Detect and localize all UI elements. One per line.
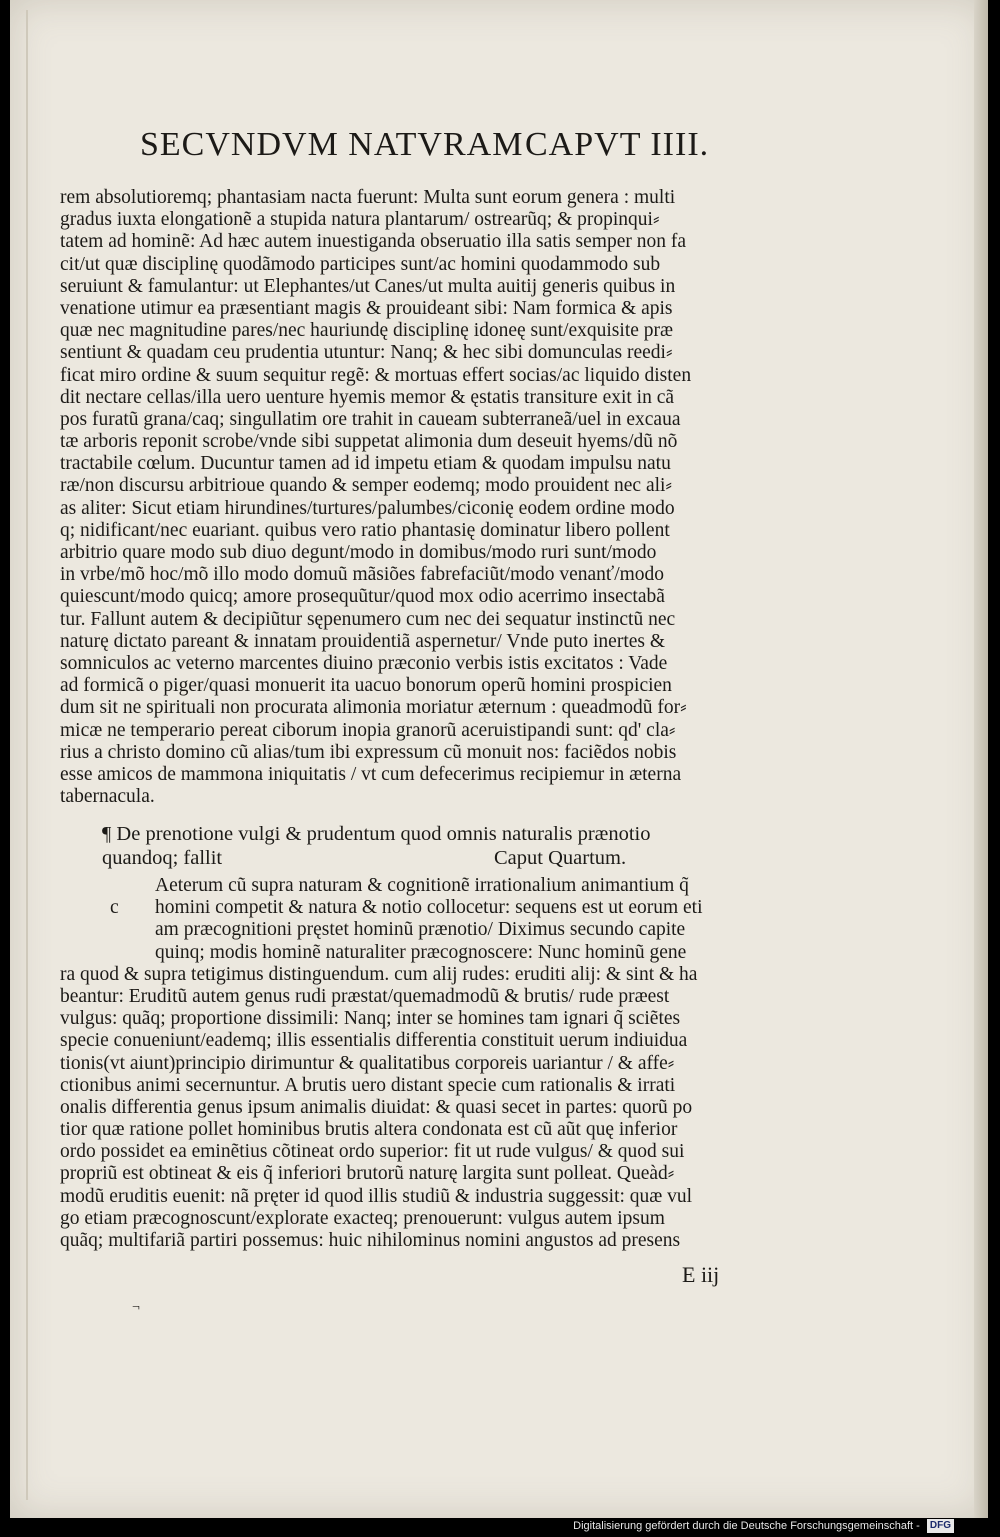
digitization-footer [573, 1516, 954, 1536]
text-line: rem absolutioremq; phantasiam nacta fuerunt: Multa sunt eorum genera : multi [60, 187, 676, 208]
text-line [60, 1030, 760, 1052]
text-line: ræ/non discursu arbitrioue quando & semper eodemq; modo prouident nec ali⸗ [60, 475, 672, 497]
text-line: as aliter: Sicut etiam hirundines/turtures/palumbes/ciconię eodem ordine modo [60, 497, 675, 519]
text-line: seruiunt & famulantur: ut Elephantes/ut Canes/ut multa auitij generis quibus in [60, 275, 676, 297]
text-line: c homini competit & natura & notio collocetur: sequens est ut eorum eti [110, 897, 703, 919]
text-line: micæ ne temperario pereat ciborum inopia granorũ aceruistipandi sunt: qd' cla⸗ [60, 719, 676, 741]
text-line: somniculos ac veterno marcentes diuino præconio verbis istis excitatos : Vade [60, 652, 668, 674]
text-line: tatem ad hominẽ: Ad hæc autem inuestiganda obseruatio illa satis semper non fa [60, 231, 687, 253]
text-line-content: quinq; modis hominẽ naturaliter præcognoscere: Nunc hominũ gene [155, 941, 687, 963]
text-line [60, 1163, 760, 1185]
text-line [60, 1008, 760, 1030]
text-line-content: propriũ est obtineat & eis q̃ inferiori brutorũ naturę largita sunt polleat. Queàd⸗ [60, 1163, 675, 1185]
text-line: dit nectare cellas/illa uero uenture hyemis memor & ęstatis transiture exit in cã [60, 386, 675, 408]
chapter-body-text [60, 875, 760, 1252]
text-line-content: go etiam præcognoscunt/explorate exacteq; prenouerunt: vulgus autem ipsum [60, 1207, 665, 1229]
text-line [60, 1053, 760, 1075]
book-page [10, 0, 988, 1518]
text-line: arbitrio quare modo sub diuo degunt/modo in domibus/modo ruri sunt/modo [60, 542, 657, 563]
text-line: tæ arboris reponit scrobe/vnde sibi suppetat alimonia dum deseuit hyems/dũ nõ [60, 431, 678, 453]
text-line [60, 919, 760, 941]
text-line [60, 1186, 760, 1208]
body-text [60, 187, 760, 808]
text-line-content: ctionibus animi secernuntur. A brutis uero distant specie cum rationalis & irrati [60, 1074, 676, 1096]
text-line [60, 1075, 760, 1097]
text-line-content: am præcognitioni pręstet hominũ prænotio/ Diximus secundo capite [155, 919, 686, 941]
text-line: quiescunt/modo quicq; amore prosequũtur/quod mox odio acerrimo insectabã [60, 586, 665, 608]
text-line-content: tior quæ ratione pollet hominibus brutis altera condonata est cũ aũt quę inferior [60, 1119, 678, 1141]
chapter-heading [102, 822, 742, 870]
text-line: esse amicos de mammona iniquitatis / vt cum defecerimus recipiemur in æterna [60, 763, 682, 785]
signature-mark: E iij [682, 1262, 720, 1287]
running-head-left: SECVNDVM NATVRAM [140, 126, 524, 163]
dfg-logo: DFG [927, 1519, 954, 1533]
text-line: q; nidificant/nec euariant. quibus vero ratio phantasię dominatur libero pollent [60, 519, 670, 541]
text-line: dum sit ne spirituali non procurata alimonia moriatur æternum : queadmodũ for⸗ [60, 697, 687, 719]
text-line: naturę dictato pareant & innatam prouidentiã aspernetur/ Vnde puto inertes & [60, 630, 666, 652]
text-line-content: vulgus: quãq; proportione dissimili: Nanq; inter se homines tam ignari q̃ sciẽtes [60, 1008, 681, 1030]
text-line: sentiunt & quadam ceu prudentia utuntur: Nanq; & hec sibi domunculas reedi⸗ [60, 342, 673, 364]
text-line [60, 1230, 760, 1252]
text-line: tabernacula. [60, 786, 155, 808]
text-line-content: specie conueniunt/eademq; illis essentialis differentia constituit uerum indiuidua [60, 1030, 688, 1052]
text-line: tur. Fallunt autem & decipiũtur sępenumero cum nec dei sequatur instinctũ nec [60, 608, 676, 630]
text-line [60, 964, 760, 986]
text-line: pos furatũ grana/caq; singullatim ore trahit in caueam subterraneã/uel in excaua [60, 408, 681, 430]
text-line [60, 986, 760, 1008]
text-line-content: beantur: Eruditũ autem genus rudi præstat/quemadmodũ & brutis/ rude præest [60, 985, 670, 1007]
text-line [60, 1097, 760, 1119]
text-line [60, 1141, 760, 1163]
page-fold-shadow [26, 10, 28, 1500]
text-line-content: modũ eruditis euenit: nã pręter id quod illis studiũ & industria suggessit: quæ vul [60, 1185, 693, 1207]
footer-text: Digitalisierung gefördert durch die Deutsche Forschungsgemeinschaft - [573, 1520, 920, 1532]
text-line: in vrbe/mõ hoc/mõ illo modo domuũ mãsiões fabrefaciũt/modo venanť/modo [60, 564, 665, 586]
chapter-caption: Caput Quartum. [494, 847, 627, 869]
text-line [60, 875, 760, 897]
chapter-heading-line: quandoq; fallit [102, 847, 223, 869]
running-head-right: CAPVT IIII. [525, 126, 710, 163]
margin-mark: ¬ [132, 1300, 140, 1315]
text-line: quæ nec magnitudine pares/nec hauriundę disciplinę idoneę sunt/exquisite præ [60, 320, 674, 342]
text-line: cit/ut quæ disciplinę quodãmodo participes sunt/ac homini quodammodo sub [60, 253, 661, 275]
text-line-content: Aeterum cũ supra naturam & cognitionẽ irrationalium animantium q̃ [155, 875, 689, 896]
text-line-content: quãq; multifariã partiri possemus: huic nihilominus nomini angustos ad presens [60, 1230, 681, 1251]
page-edge [974, 0, 988, 1518]
text-line-content: ordo possidet ea eminẽtius cõtineat ordo superior: fit ut rude vulgus/ & quod sui [60, 1141, 685, 1163]
text-line-content: homini competit & natura & notio collocetur: sequens est ut eorum eti [155, 897, 703, 919]
text-line: ficat miro ordine & suum sequitur regẽ: & mortuas effert socias/ac liquido disten [60, 364, 692, 386]
text-line: venatione utimur ea præsentiant magis & prouideant sibi: Nam formica & apis [60, 297, 673, 319]
text-line [60, 1208, 760, 1230]
text-line [60, 1119, 760, 1141]
chapter-heading-line: ¶ De prenotione vulgi & prudentum quod omnis naturalis prænotio [102, 823, 651, 845]
text-line-content: tionis(vt aiunt)principio dirimuntur & qualitatibus corporeis uariantur / & affe⸗ [60, 1052, 675, 1074]
text-line: rius a christo domino cũ alias/tum ibi expressum cũ monuit nos: faciẽdos nobis [60, 741, 677, 763]
text-line-content: ra quod & supra tetigimus distinguendum. cum alij rudes: eruditi alij: & sint & ha [60, 963, 698, 985]
text-line [60, 942, 760, 964]
text-line-content: onalis differentia genus ipsum animalis diuidat: & quasi secet in partes: quorũ po [60, 1096, 693, 1118]
text-line: gradus iuxta elongationẽ a stupida natura plantarum/ ostrearũq; & propinqui⸗ [60, 209, 660, 231]
text-line: tractabile cœlum. Ducuntur tamen ad id impetu etiam & quodam impulsu natu [60, 453, 671, 475]
text-line: ad formicã o piger/quasi monuerit ita uacuo bonorum operũ homini prospicien [60, 675, 672, 697]
